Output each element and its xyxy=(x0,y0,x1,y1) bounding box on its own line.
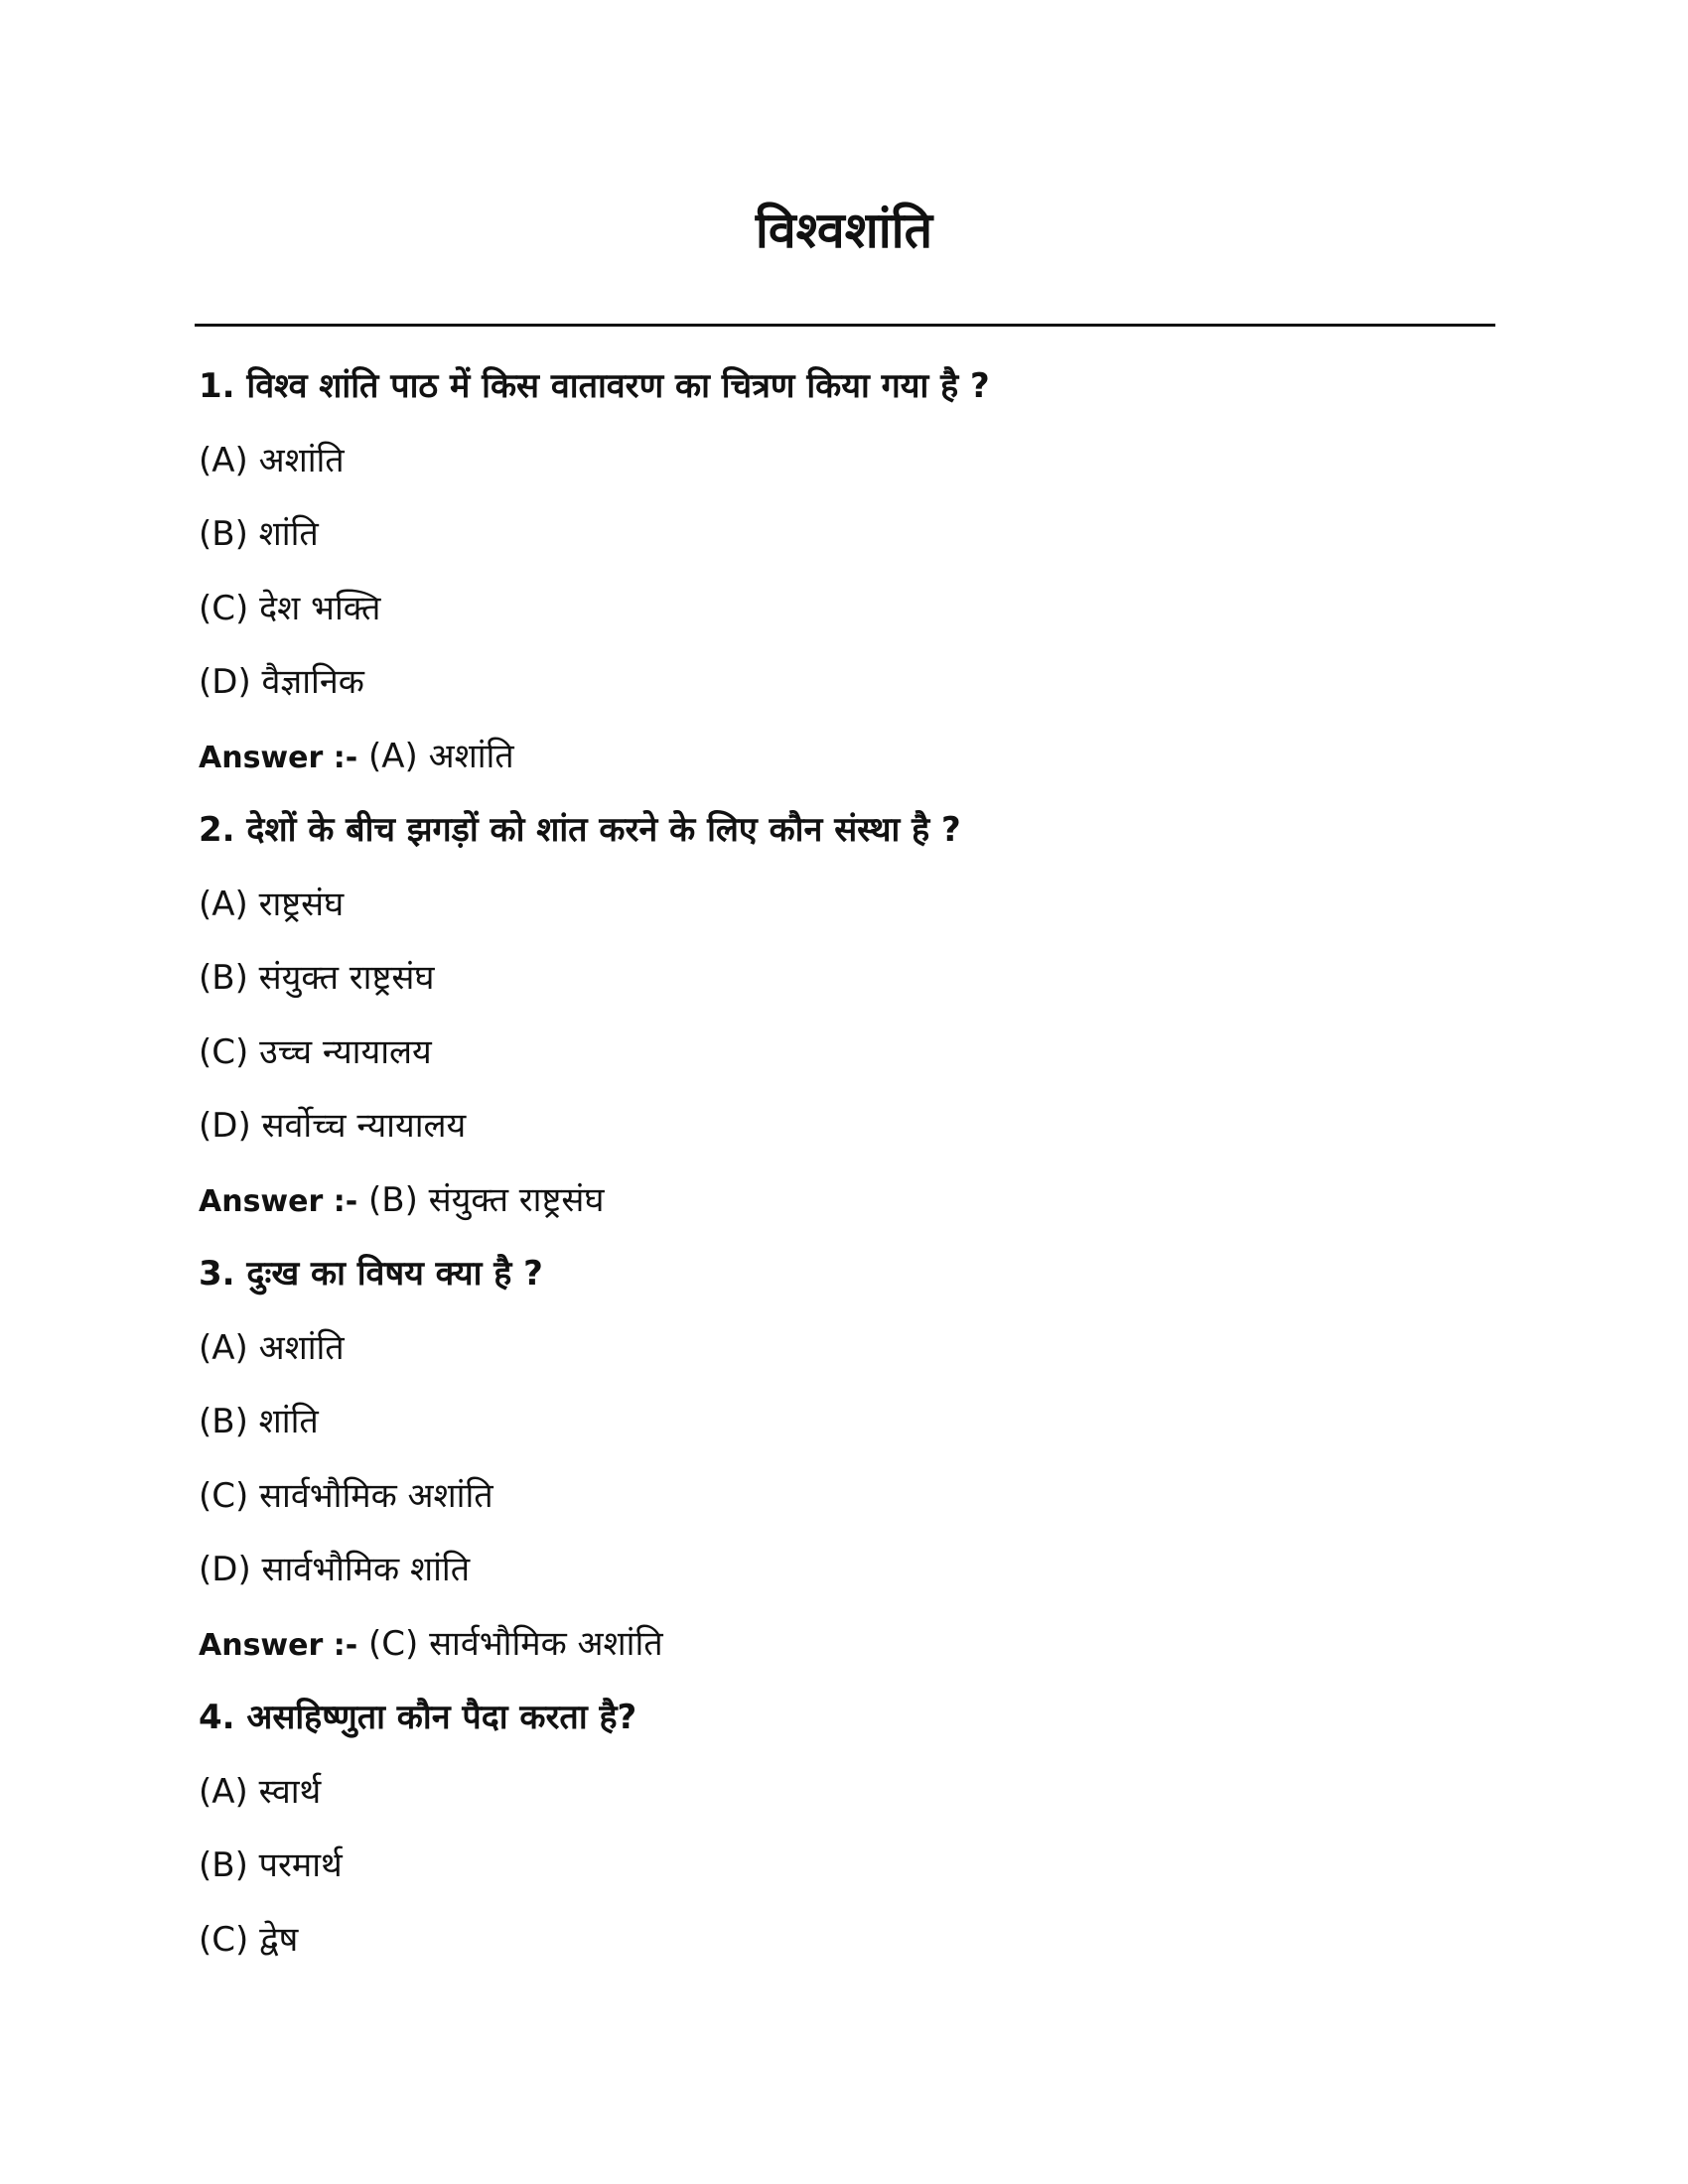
option-d: (D) सर्वोच्च न्यायालय xyxy=(199,1106,467,1146)
question-block xyxy=(199,1681,1489,1977)
question-text: 3. दुःख का विषय क्या है ? xyxy=(199,1254,543,1294)
option-c: (C) सार्वभौमिक अशांति xyxy=(199,1475,493,1516)
option-a: (A) अशांति xyxy=(199,440,345,480)
option-c: (C) उच्च न्यायालय xyxy=(199,1031,432,1072)
question-block xyxy=(199,793,1489,1237)
question-text: 2. देशों के बीच झगड़ों को शांत करने के लिए कौन संस्था है ? xyxy=(199,810,961,850)
option-c: (C) देश भक्ति xyxy=(199,588,381,628)
option-a: (A) स्वार्थ xyxy=(199,1771,322,1812)
question-list xyxy=(199,349,1489,1977)
option-b: (B) शांति xyxy=(199,514,319,554)
option-c: (C) द्वेष xyxy=(199,1919,299,1960)
page-title: विश्वशांति xyxy=(755,202,933,259)
answer-line xyxy=(199,1163,1489,1238)
question-block xyxy=(199,1237,1489,1681)
option-d: (D) वैज्ञानिक xyxy=(199,662,364,702)
option-b: (B) परमार्थ xyxy=(199,1845,343,1885)
option-a: (A) राष्ट्रसंघ xyxy=(199,884,345,924)
answer-value: (C) सार्वभौमिक अशांति xyxy=(368,1623,663,1664)
option-b: (B) संयुक्त राष्ट्रसंघ xyxy=(199,958,435,998)
answer-label: Answer :- xyxy=(199,1627,358,1663)
option-d: (D) सार्वभौमिक शांति xyxy=(199,1550,471,1589)
answer-line xyxy=(199,720,1489,794)
answer-label: Answer :- xyxy=(199,740,358,775)
answer-value: (A) अशांति xyxy=(368,736,514,776)
question-text: 1. विश्व शांति पाठ में किस वातावरण का चित्रण किया गया है ? xyxy=(199,366,990,406)
option-b: (B) शांति xyxy=(199,1402,319,1441)
answer-label: Answer :- xyxy=(199,1183,358,1219)
answer-value: (B) संयुक्त राष्ट्रसंघ xyxy=(368,1179,605,1220)
answer-line xyxy=(199,1607,1489,1682)
title-divider xyxy=(195,324,1495,327)
question-block xyxy=(199,349,1489,793)
option-a: (A) अशांति xyxy=(199,1327,345,1368)
question-text: 4. असहिष्णुता कौन पैदा करता है? xyxy=(199,1698,637,1737)
